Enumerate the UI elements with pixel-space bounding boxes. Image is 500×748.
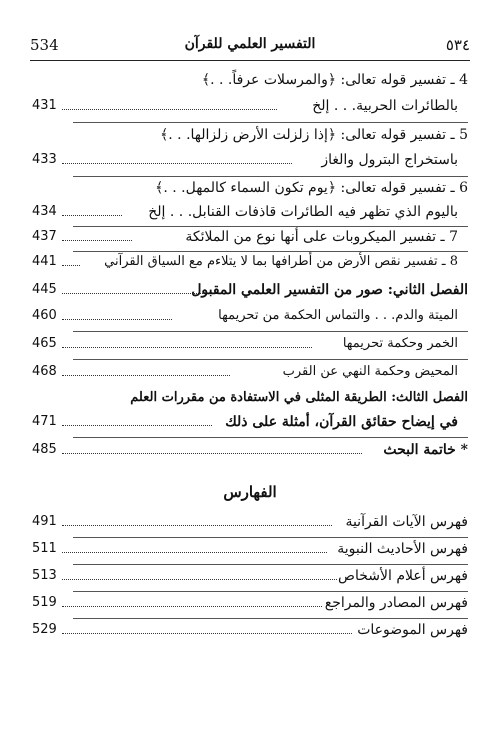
toc-chapter-entry <box>32 282 468 304</box>
index-entry <box>32 568 468 590</box>
index-entry <box>32 622 468 644</box>
toc-entry <box>32 414 468 436</box>
toc-entry-text: المحيض وحكمة النهي عن القرب <box>282 364 458 379</box>
leader-dots <box>62 215 122 216</box>
entry-divider <box>73 564 468 565</box>
index-entry-text: فهرس الآيات القرآنية <box>345 514 468 530</box>
toc-entry-text: الخمر وحكمة تحريمها <box>342 336 458 351</box>
toc-entry-text: * خاتمة البحث <box>383 442 468 458</box>
entry-divider <box>73 176 468 177</box>
entry-divider <box>73 537 468 538</box>
leader-dots <box>62 319 172 320</box>
entry-divider <box>73 251 468 252</box>
toc-page-number: 433 <box>32 152 57 167</box>
page-number-arabic: ٥٣٤ <box>445 36 470 54</box>
leader-dots <box>62 552 327 553</box>
index-entry <box>32 541 468 563</box>
leader-dots <box>62 633 352 634</box>
toc-entry-text: 7 ـ تفسير الميكروبات على أنها نوع من الملائكة <box>185 229 458 245</box>
entry-divider <box>73 618 468 619</box>
toc-page-number: 465 <box>32 336 57 351</box>
entry-divider <box>73 359 468 360</box>
toc-page-number: 491 <box>32 514 57 529</box>
toc-entry <box>32 204 468 226</box>
section-title: الفهارس <box>223 483 277 501</box>
page-header <box>30 36 470 58</box>
leader-dots <box>62 453 362 454</box>
toc-page-number: 437 <box>32 229 57 244</box>
leader-dots <box>62 375 230 376</box>
toc-page-number: 431 <box>32 98 57 113</box>
leader-dots <box>62 109 277 110</box>
toc-entry-text: الميتة والدم. . . والتماس الحكمة من تحريمها <box>218 308 458 323</box>
toc-page-number: 460 <box>32 308 57 323</box>
toc-chapter-entry <box>32 390 468 412</box>
toc-entry-text: 8 ـ تفسير نقص الأرض من أطرافها بما لا يتلاءم مع السياق القرآني <box>104 254 458 269</box>
toc-entry <box>32 229 468 251</box>
toc-entry-text: 4 ـ تفسير قوله تعالى: ﴿والمرسلات عرفاً. . .﴾ <box>201 72 468 88</box>
toc-page-number: 511 <box>32 541 57 556</box>
toc-page-number: 468 <box>32 364 57 379</box>
toc-entry <box>32 336 468 358</box>
index-entry-text: فهرس المصادر والمراجع <box>324 595 468 611</box>
toc-chapter-title: الفصل الثاني: صور من التفسير العلمي المقبول <box>191 282 468 298</box>
header-rule <box>30 60 470 61</box>
toc-entry-text: باليوم الذي تظهر فيه الطائرات قاذفات القنابل. . . إلخ <box>148 204 458 220</box>
toc-entry <box>32 180 468 202</box>
toc-entry <box>32 72 468 94</box>
leader-dots <box>62 606 322 607</box>
toc-entry-text: 5 ـ تفسير قوله تعالى: ﴿إذا زلزلت الأرض زلزالها. . .﴾ <box>160 127 468 143</box>
entry-divider <box>73 331 468 332</box>
toc-entry <box>32 308 468 330</box>
index-entry <box>32 595 468 617</box>
toc-entry-text: بالطائرات الحربية. . . إلخ <box>312 98 458 114</box>
entry-divider <box>73 122 468 123</box>
toc-chapter-title: الفصل الثالث: الطريقة المثلى في الاستفادة من مقررات العلم <box>130 390 468 405</box>
index-entry-text: فهرس الموضوعات <box>357 622 468 638</box>
toc-entry <box>32 254 468 276</box>
toc-page-number: 471 <box>32 414 57 429</box>
leader-dots <box>62 579 337 580</box>
index-entry <box>32 514 468 536</box>
entry-divider <box>73 591 468 592</box>
toc-entry-text: في إيضاح حقائق القرآن، أمثلة على ذلك <box>225 414 458 430</box>
toc-entry-text: 6 ـ تفسير قوله تعالى: ﴿يوم تكون السماء كالمهل. . .﴾ <box>155 180 468 196</box>
toc-entry <box>32 152 468 174</box>
toc-entry-text: باستخراج البترول والغاز <box>321 152 458 168</box>
toc-entry <box>32 98 468 120</box>
toc-page-number: 513 <box>32 568 57 583</box>
page-number-latin: 534 <box>30 36 59 54</box>
toc-page-number: 485 <box>32 442 57 457</box>
leader-dots <box>62 525 332 526</box>
toc-page-number: 441 <box>32 254 57 269</box>
leader-dots <box>62 265 80 266</box>
index-entry-text: فهرس أعلام الأشخاص <box>338 568 468 584</box>
toc-page-number: 519 <box>32 595 57 610</box>
toc-page-number: 434 <box>32 204 57 219</box>
leader-dots <box>62 425 212 426</box>
toc-page-number: 529 <box>32 622 57 637</box>
toc-entry <box>32 364 468 386</box>
toc-page-number: 445 <box>32 282 57 297</box>
leader-dots <box>62 347 312 348</box>
entry-divider <box>73 437 468 438</box>
toc-entry <box>32 442 468 464</box>
running-title: التفسير العلمي للقرآن <box>184 36 316 52</box>
leader-dots <box>62 240 132 241</box>
entry-divider <box>73 226 468 227</box>
leader-dots <box>62 163 292 164</box>
toc-entry <box>32 127 468 149</box>
index-entry-text: فهرس الأحاديث النبوية <box>337 541 468 557</box>
